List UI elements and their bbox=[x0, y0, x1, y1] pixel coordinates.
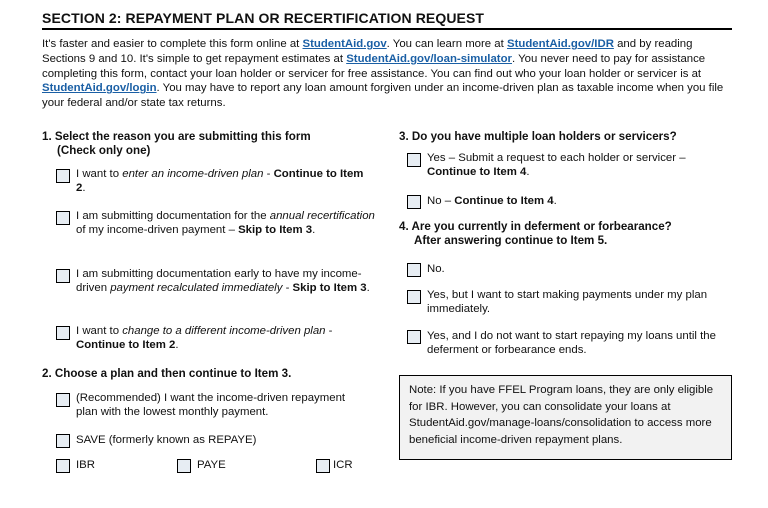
q3-option-no-label: No – Continue to Item 4. bbox=[427, 195, 557, 207]
q4-title-line1: 4. Are you currently in deferment or forbearance? bbox=[399, 220, 672, 233]
q3-title: 3. Do you have multiple loan holders or servicers? bbox=[399, 130, 677, 143]
intro-text-2: . You can learn more at bbox=[386, 38, 507, 50]
idr-link[interactable]: StudentAid.gov/IDR bbox=[506, 38, 614, 50]
q2-option-paye-label: PAYE bbox=[197, 459, 226, 471]
q4-option-yes-defer-label: Yes, and I do not want to start repaying my loans until the deferment or forbearance ends. bbox=[427, 330, 716, 356]
q4-option-yes-defer-checkbox[interactable] bbox=[407, 330, 421, 344]
section-divider bbox=[42, 28, 732, 30]
q1-option-annual-recert-checkbox[interactable] bbox=[56, 211, 70, 225]
q2-option-recommended-checkbox[interactable] bbox=[56, 393, 70, 407]
studentaid-link[interactable]: StudentAid.gov bbox=[302, 38, 387, 50]
q1-option-change-plan-label: I want to change to a different income-driven plan - Continue to Item 2. bbox=[76, 325, 333, 351]
q3-option-yes-checkbox[interactable] bbox=[407, 153, 421, 167]
intro-text-1: It's faster and easier to complete this form online at bbox=[42, 38, 303, 50]
q4-title bbox=[399, 220, 672, 248]
ffel-note-text: Note: If you have FFEL Program loans, they are only eligible for IBR. However, you can consolidate your loans at StudentAid.gov/manage-loans/consolidation to access more beneficial income-driven repayment plans. bbox=[409, 384, 714, 446]
q2-option-icr-checkbox[interactable] bbox=[316, 459, 330, 473]
q1-title-line1: 1. Select the reason you are submitting this form bbox=[42, 130, 311, 143]
q4-option-no-checkbox[interactable] bbox=[407, 263, 421, 277]
intro-text-3: and by reading Sections 9 and 10. It's simple to get repayment estimates at bbox=[42, 38, 693, 65]
ffel-note-box bbox=[399, 375, 732, 460]
q4-title-line2: After answering continue to Item 5. bbox=[414, 234, 608, 247]
q2-option-ibr-label: IBR bbox=[76, 459, 95, 471]
q4-option-no-label: No. bbox=[427, 263, 445, 275]
q1-option-annual-recert-label: I am submitting documentation for the annual recertification of my income-driven payment – Skip to Item 3. bbox=[76, 210, 375, 236]
q2-option-paye-checkbox[interactable] bbox=[177, 459, 191, 473]
q1-title-line2: (Check only one) bbox=[57, 144, 151, 157]
q3-option-yes-label: Yes – Submit a request to each holder or servicer – Continue to Item 4. bbox=[427, 152, 686, 178]
q1-title bbox=[42, 130, 311, 158]
intro-text-4: . You never need to pay for assistance completing this form, contact your loan holder or servicer for free assistance. You can find out who your loan holder or servicer is at bbox=[42, 52, 706, 80]
q2-title: 2. Choose a plan and then continue to Item 3. bbox=[42, 367, 292, 380]
loan-simulator-link[interactable]: StudentAid.gov/loan-simulator bbox=[346, 52, 512, 65]
q1-option-recalculate-checkbox[interactable] bbox=[56, 269, 70, 283]
q4-option-yes-start-label: Yes, but I want to start making payments under my plan immediately. bbox=[427, 289, 708, 315]
q2-option-ibr-checkbox[interactable] bbox=[56, 459, 70, 473]
q2-option-save-label: SAVE (formerly known as REPAYE) bbox=[76, 434, 257, 446]
section-title: SECTION 2: REPAYMENT PLAN OR RECERTIFICATION REQUEST bbox=[42, 10, 485, 26]
q3-option-no-checkbox[interactable] bbox=[407, 195, 421, 209]
q2-option-save-checkbox[interactable] bbox=[56, 434, 70, 448]
intro-text-5: . You may have to report any loan amount forgiven under an income-driven plan as taxable income when you file your federal and/or state tax returns. bbox=[42, 82, 724, 110]
q4-option-yes-start-checkbox[interactable] bbox=[407, 290, 421, 304]
q2-option-recommended-label: (Recommended) I want the income-driven repayment plan with the lowest monthly payment. bbox=[76, 392, 346, 418]
q2-option-icr-label: ICR bbox=[333, 459, 353, 471]
intro-paragraph bbox=[42, 37, 732, 111]
q1-option-enter-plan-checkbox[interactable] bbox=[56, 169, 70, 183]
q1-option-change-plan-checkbox[interactable] bbox=[56, 326, 70, 340]
q1-option-recalculate-label: I am submitting documentation early to have my income-driven payment recalculated immediately - Skip to Item 3. bbox=[76, 268, 370, 294]
q1-option-enter-plan-label: I want to enter an income-driven plan - Continue to Item 2. bbox=[76, 168, 364, 194]
login-link[interactable]: StudentAid.gov/login bbox=[42, 82, 157, 95]
